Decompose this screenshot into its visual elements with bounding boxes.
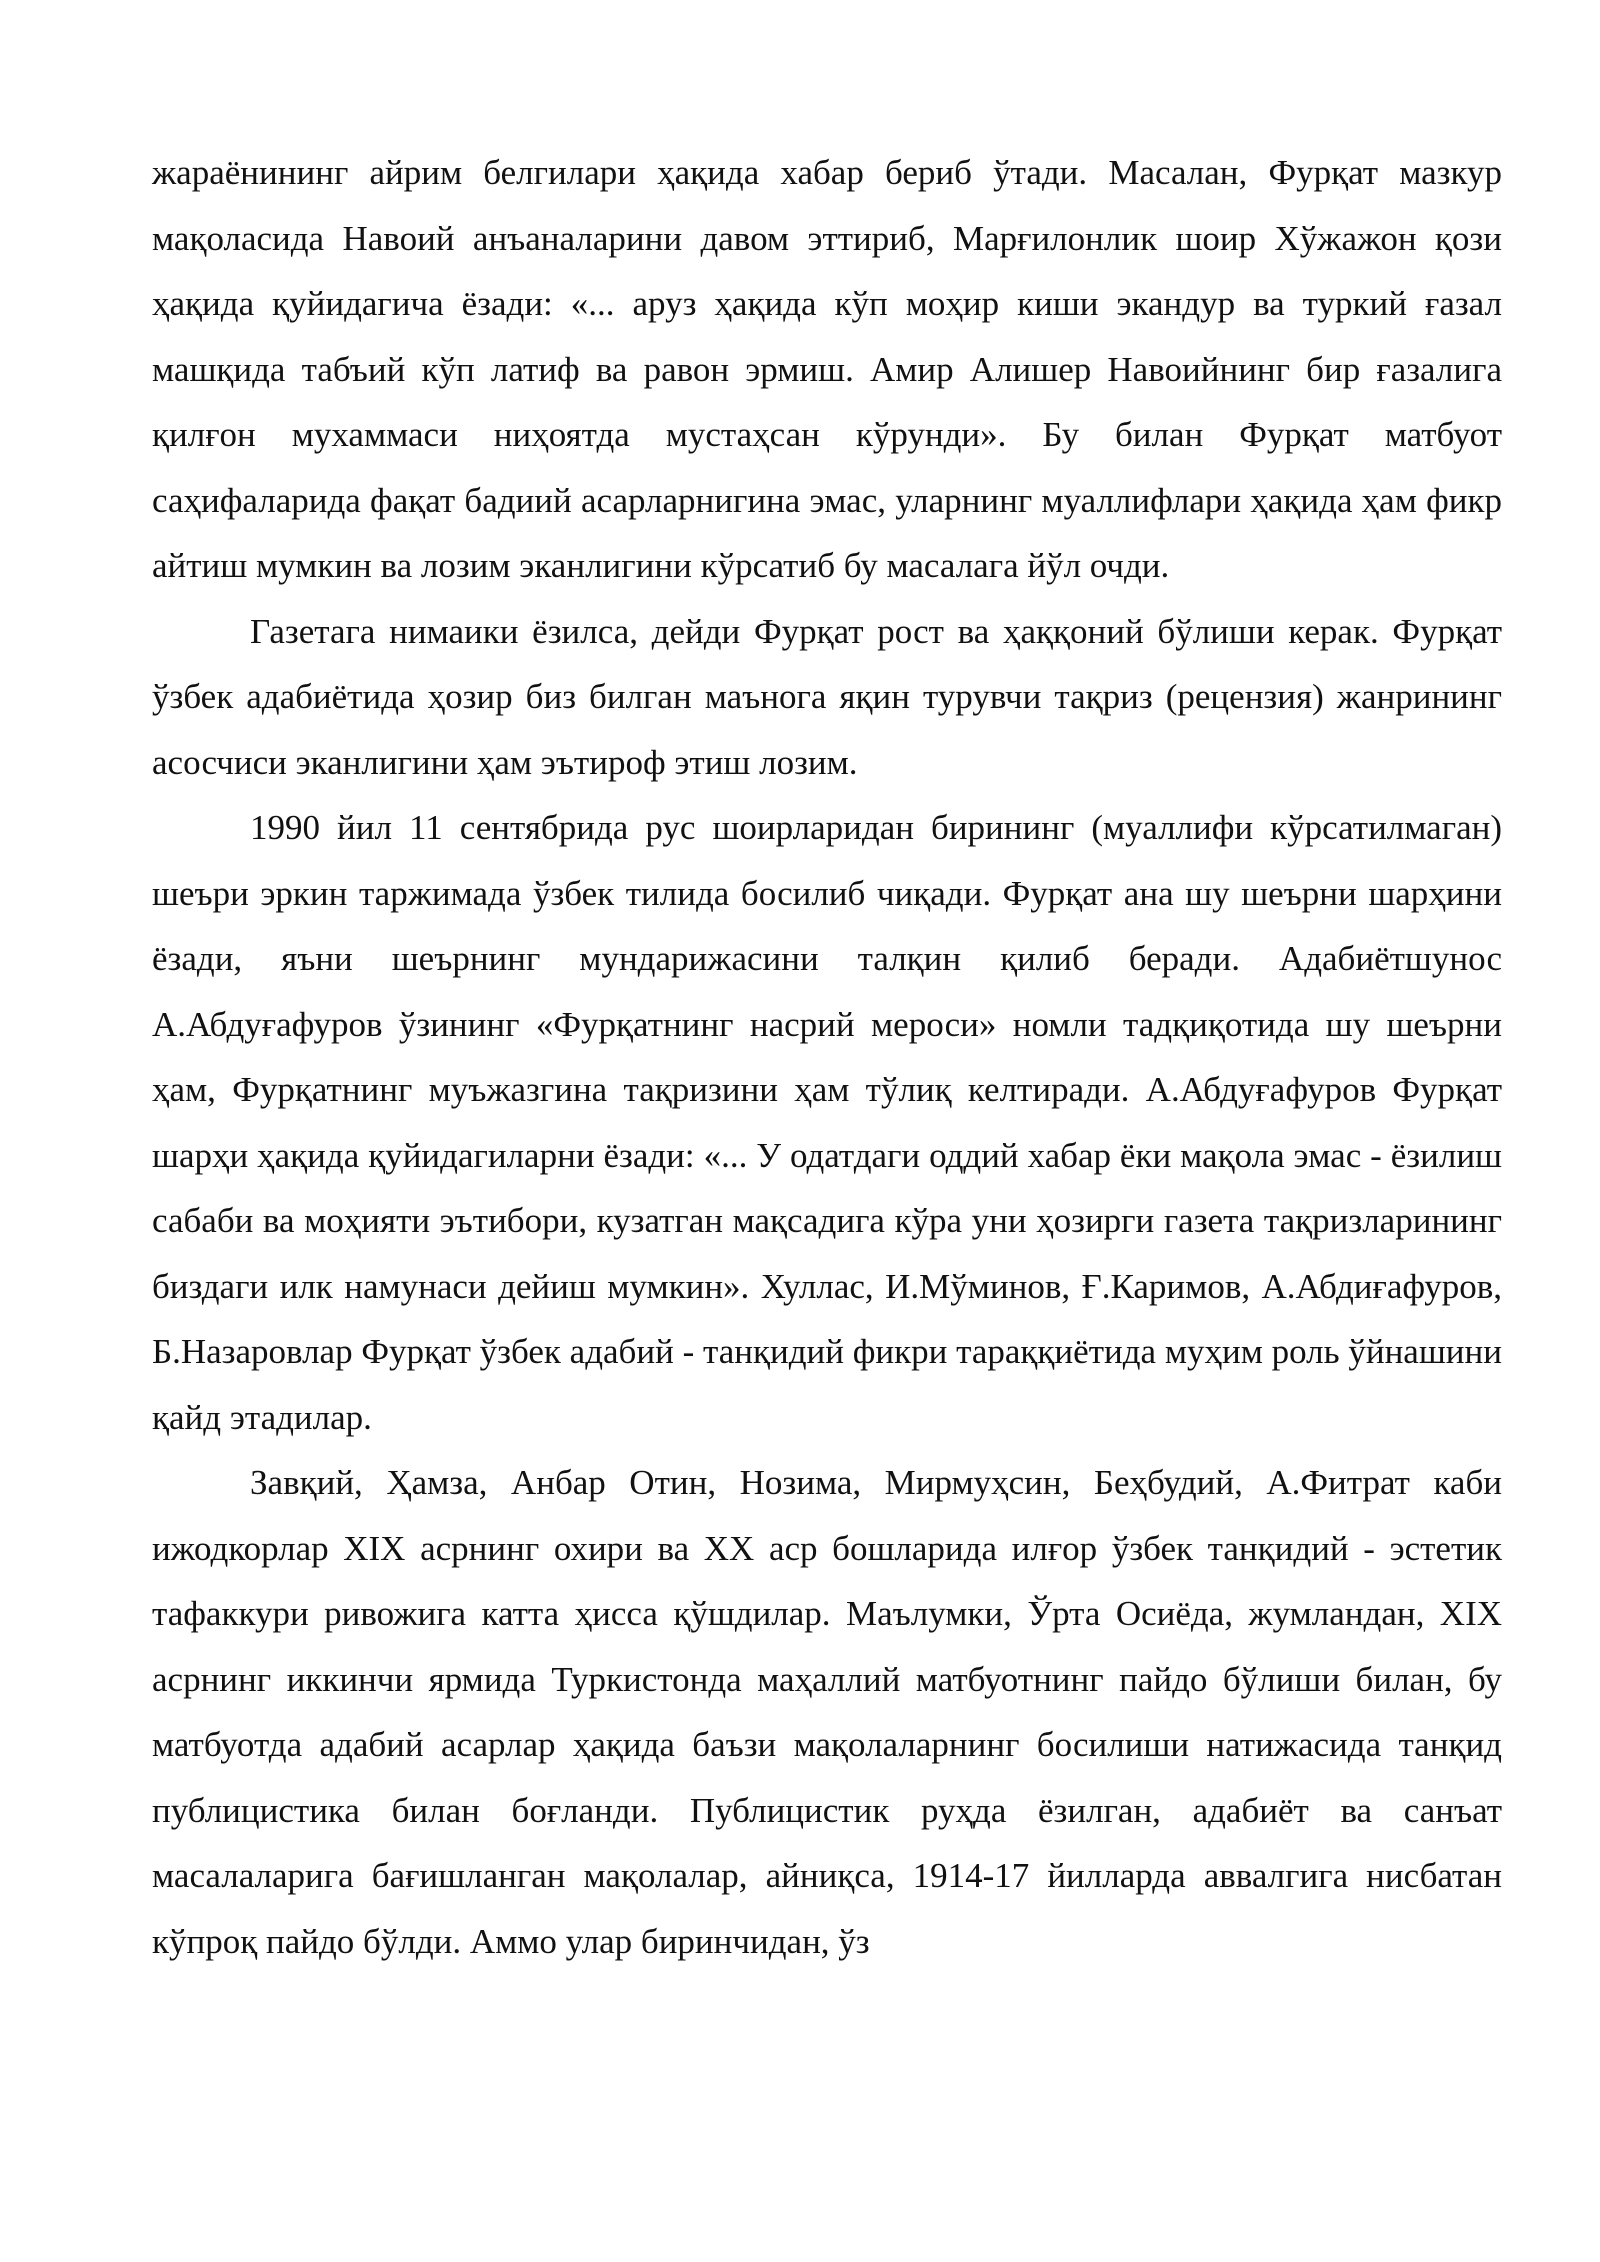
- paragraph-3: 1990 йил 11 сентябрида рус шоирларидан бирининг (муаллифи кўрсатилмаган) шеъри эркин таржимада ўзбек тилида босилиб чиқади. Фурқат ана шу шеърни шарҳини ёзади, яъни шеърнинг мундарижасини талқин қилиб беради. Адабиётшунос А.Абдуғафуров ўзининг «Фурқатнинг насрий мероси» номли тадқиқотида шу шеърни ҳам, Фурқатнинг муъжазгина тақризини ҳам тўлиқ келтиради. А.Абдуғафуров Фурқат шарҳи ҳақида қуйидагиларни ёзади: «... У одатдаги оддий хабар ёки мақола эмас - ёзилиш сабаби ва моҳияти эътибори, кузатган мақсадига кўра уни ҳозирги газета тақризларининг биздаги илк намунаси дейиш мумкин». Хуллас, И.Мўминов, Ғ.Каримов, А.Абдиғафуров, Б.Назаровлар Фурқат ўзбек адабий - танқидий фикри тараққиётида муҳим роль ўйнашини қайд этадилар.: [152, 808, 1502, 1437]
- document-page: [152, 140, 1502, 1974]
- paragraph-2: Газетага нимаики ёзилса, дейди Фурқат рост ва ҳаққоний бўлиши керак. Фурқат ўзбек адабиётида ҳозир биз билган маънога яқин турувчи тақриз (рецензия) жанрининг асосчиси эканлигини ҳам эътироф этиш лозим.: [152, 611, 1502, 782]
- paragraph-4: Завқий, Ҳамза, Анбар Отин, Нозима, Мирмуҳсин, Беҳбудий, А.Фитрат каби ижодкорлар XIX асрнинг охири ва XX аср бошларида илғор ўзбек танқидий - эстетик тафаккури ривожига катта ҳисса қўшдилар. Маълумки, Ўрта Осиёда, жумландан, XIX асрнинг иккинчи ярмида Туркистонда маҳаллий матбуотнинг пайдо бўлиши билан, бу матбуотда адабий асарлар ҳақида баъзи мақолаларнинг босилиши натижасида танқид публицистика билан боғланди. Публицистик руҳда ёзилган, адабиёт ва санъат масалаларига бағишланган мақолалар, айниқса, 1914-17 йилларда аввалгига нисбатан кўпроқ пайдо бўлди. Аммо улар биринчидан, ўз: [152, 1463, 1502, 1961]
- paragraph-1: жараёнининг айрим белгилари ҳақида хабар бериб ўтади. Масалан, Фурқат мазкур мақоласида Навоий анъаналарини давом эттириб, Марғилонлик шоир Хўжажон қози ҳақида қуйидагича ёзади: «... аруз ҳақида кўп моҳир киши экандур ва туркий ғазал машқида табъий кўп латиф ва равон эрмиш. Амир Алишер Навоийнинг бир ғазалига қилғон мухаммаси ниҳоятда мустаҳсан кўрунди». Бу билан Фурқат матбуот саҳифаларида фақат бадиий асарларнигина эмас, уларнинг муаллифлари ҳақида ҳам фикр айтиш мумкин ва лозим эканлигини кўрсатиб бу масалага йўл очди.: [152, 153, 1502, 585]
